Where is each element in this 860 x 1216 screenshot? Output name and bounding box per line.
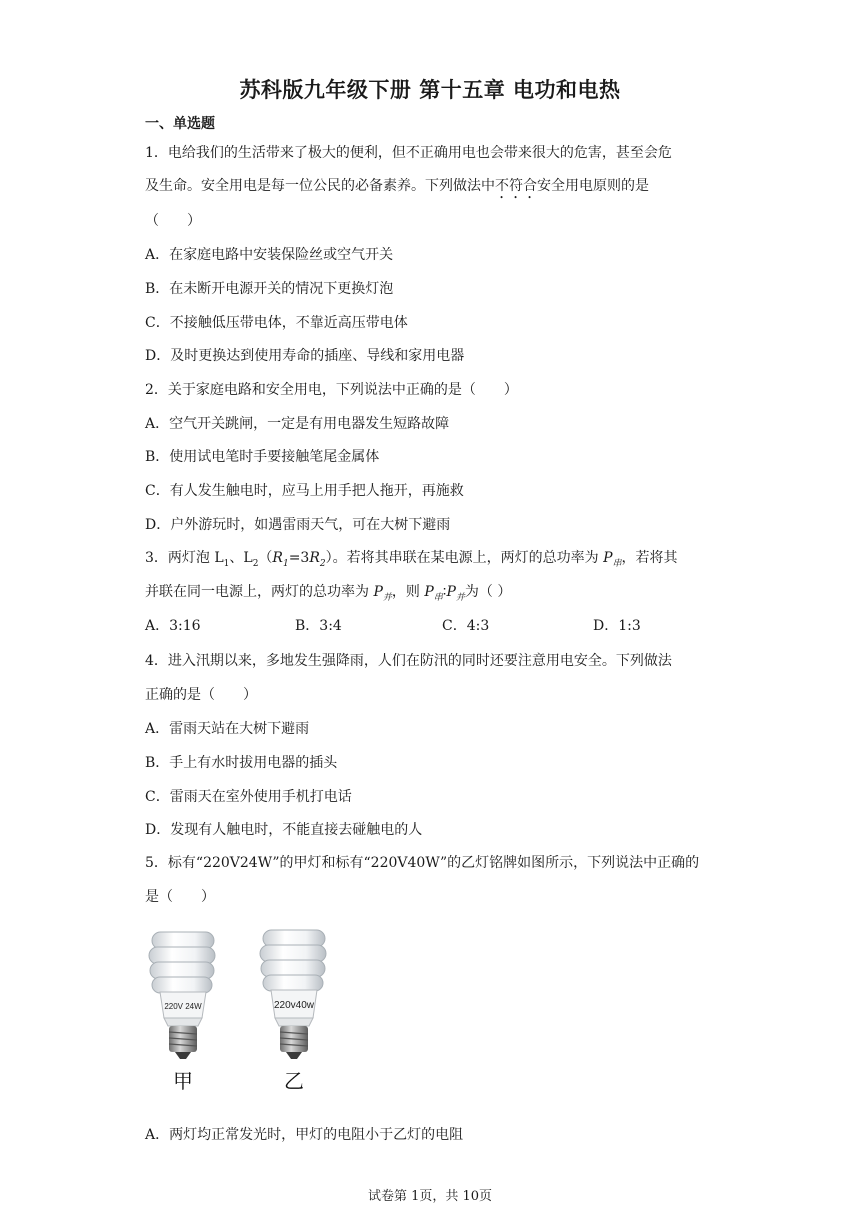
q2-option-a: A．空气开关跳闸，一定是有用电器发生短路故障: [145, 416, 450, 432]
q2-option-b: B．使用试电笔时手要接触笔尾金属体: [145, 449, 380, 465]
bulb-jia-label: 甲: [173, 1069, 193, 1093]
q3-option-c: C．4:3: [442, 618, 490, 634]
bulb-yi-rating: 220v40w: [273, 1000, 315, 1011]
bulb-jia: [149, 932, 215, 1093]
q3-options: [145, 615, 705, 635]
bulb-jia-rating: 220V 24W: [164, 1002, 202, 1011]
q3-stem-line1: 3．两灯泡 $L_1$、$L_2(R_1=3R_2)$。若将其串联在某电源上，两灯的总功率为 $P_串$，若将其: [145, 550, 678, 569]
q5-stem-line2: 是（ ）: [145, 889, 215, 905]
q2-option-c: C．有人发生触电时，应马上用手把人拖开，再施救: [145, 483, 464, 499]
spiral-tube-icon: [149, 932, 215, 993]
q3-option-a: A．3:16: [145, 618, 201, 634]
spiral-tube-icon: [260, 930, 326, 991]
q1-option-b: B．在未断开电源开关的情况下更换灯泡: [145, 281, 394, 297]
q3-stem-line2: 并联在同一电源上，两灯的总功率为 $P_并$，则 $P_串∶P_并$为（ ）: [145, 584, 512, 603]
q1-option-d: D．及时更换达到使用寿命的插座、导线和家用电器: [145, 348, 465, 364]
q1-stem-line1: 1．电给我们的生活带来了极大的便利，但不正确用电也会带来很大的危害，甚至会危: [145, 145, 672, 161]
screw-base-icon: [169, 1026, 197, 1059]
q1-stem-line2: 及生命。安全用电是每一位公民的必备素养。下列做法中不符合安全用电原则的是: [145, 178, 649, 194]
q3-option-d: D．1:3: [593, 618, 641, 634]
q5-option-a: A．两灯均正常发光时，甲灯的电阻小于乙灯的电阻: [145, 1127, 464, 1143]
bulb-yi: [260, 930, 326, 1093]
q4-option-a: A．雷雨天站在大树下避雨: [145, 721, 310, 737]
q4-stem-line1: 4．进入汛期以来，多地发生强降雨，人们在防汛的同时还要注意用电安全。下列做法: [145, 653, 672, 669]
bulb-yi-label: 乙: [284, 1069, 304, 1093]
q2-stem: 2．关于家庭电路和安全用电，下列说法中正确的是（ ）: [145, 382, 518, 398]
q1-option-a: A．在家庭电路中安装保险丝或空气开关: [145, 247, 394, 263]
q5-stem-line1: 5．标有“220V24W”的甲灯和标有“220V40W”的乙灯铭牌如图所示，下列说法中正确的: [145, 855, 700, 871]
q1-option-c: C．不接触低压带电体，不靠近高压带电体: [145, 315, 408, 331]
q4-option-d: D．发现有人触电时，不能直接去碰触电的人: [145, 822, 423, 838]
q4-option-c: C．雷雨天在室外使用手机打电话: [145, 789, 352, 805]
q4-option-b: B．手上有水时拔用电器的插头: [145, 755, 338, 771]
q1-answer-blank: （ ）: [145, 213, 201, 229]
q2-option-d: D．户外游玩时，如遇雷雨天气，可在大树下避雨: [145, 517, 451, 533]
q4-stem-line2: 正确的是（ ）: [145, 687, 257, 703]
q3-option-b: B．3:4: [295, 618, 342, 634]
page-title: 苏科版九年级下册 第十五章 电功和电热: [239, 78, 621, 102]
screw-base-icon: [280, 1026, 308, 1059]
section-heading: 一、单选题: [145, 116, 215, 132]
q1-emphasis: 不符合: [495, 178, 537, 194]
bulbs-figure: [140, 920, 360, 1100]
page-footer: 试卷第 1页，共 10页: [367, 1189, 493, 1204]
